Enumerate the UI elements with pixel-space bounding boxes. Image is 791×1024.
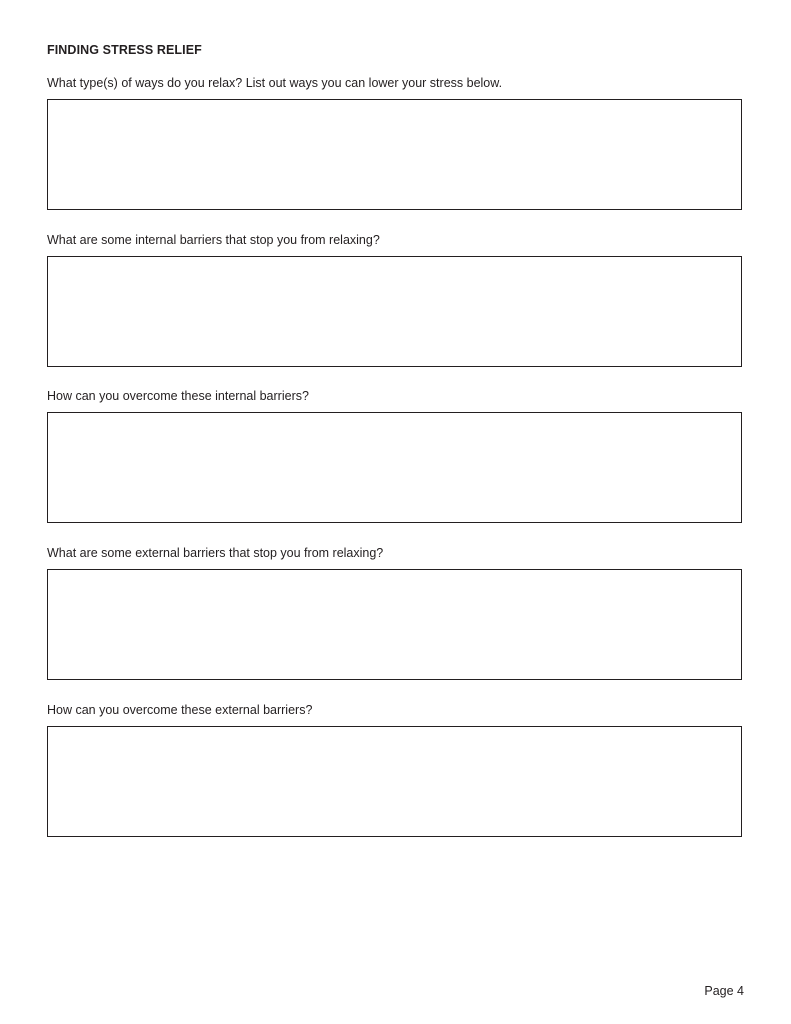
question-prompt-overcome-internal: How can you overcome these internal barriers? (47, 389, 309, 403)
question-prompt-relax-ways: What type(s) of ways do you relax? List out ways you can lower your stress below. (47, 76, 503, 90)
question-prompt-overcome-external: How can you overcome these external barriers? (47, 703, 313, 717)
answer-box-overcome-external[interactable] (47, 726, 742, 837)
answer-box-overcome-internal[interactable] (47, 412, 742, 523)
page-title: FINDING STRESS RELIEF (47, 43, 202, 57)
question-prompt-external-barriers: What are some external barriers that stop you from relaxing? (47, 546, 384, 560)
answer-box-internal-barriers[interactable] (47, 256, 742, 367)
question-prompt-internal-barriers: What are some internal barriers that stop you from relaxing? (47, 233, 380, 247)
answer-box-external-barriers[interactable] (47, 569, 742, 680)
answer-box-relax-ways[interactable] (47, 99, 742, 210)
page-number: Page 4 (704, 984, 744, 998)
